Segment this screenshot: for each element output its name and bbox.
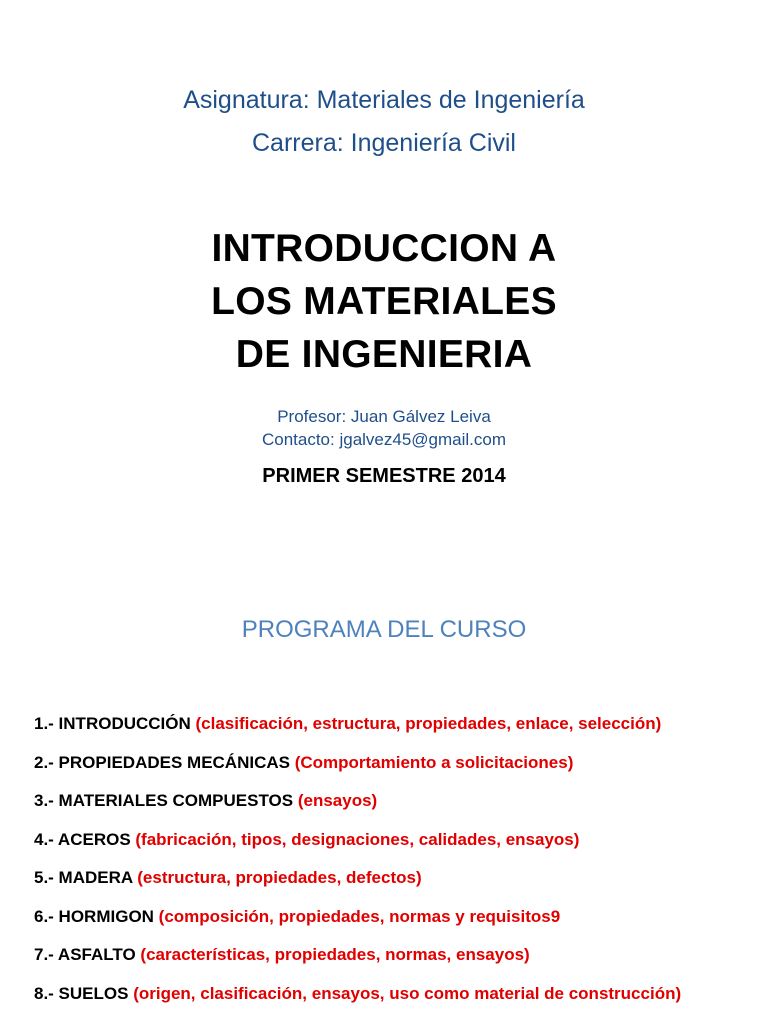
- semester-line: PRIMER SEMESTRE 2014: [262, 465, 506, 487]
- list-item: [34, 904, 764, 943]
- item-detail: (clasificación, estructura, propiedades, enlace, selección): [195, 714, 662, 733]
- professor-line: Profesor: Juan Gálvez Leiva: [277, 407, 491, 426]
- career-line: Carrera: Ingeniería Civil: [252, 129, 516, 157]
- item-topic: 4.- ACEROS: [34, 829, 136, 849]
- item-topic: 8.- SUELOS: [34, 983, 134, 1003]
- item-detail: (estructura, propiedades, defectos): [137, 868, 422, 887]
- title-line-1: INTRODUCCION A: [211, 227, 557, 270]
- list-item: [34, 711, 764, 750]
- list-item: [34, 865, 764, 904]
- item-topic: 1.- INTRODUCCIÓN: [34, 714, 196, 733]
- item-topic: 3.- MATERIALES COMPUESTOS: [34, 791, 298, 810]
- item-topic: 7.- ASFALTO: [34, 945, 141, 964]
- item-topic: 5.- MADERA: [34, 868, 138, 887]
- item-detail: (Comportamiento a solicitaciones): [294, 752, 574, 772]
- item-detail: (composición, propiedades, normas y requisitos9: [158, 906, 561, 926]
- subject-line: Asignatura: Materiales de Ingeniería: [183, 86, 585, 114]
- document-title: [0, 222, 768, 381]
- list-item: [34, 788, 764, 827]
- program-list: [34, 711, 764, 1019]
- list-item: [34, 942, 764, 981]
- item-topic: 6.- HORMIGON: [34, 906, 159, 926]
- item-detail: (fabricación, tipos, designaciones, calidades, ensayos): [135, 829, 580, 849]
- title-line-3: DE INGENIERIA: [235, 333, 533, 376]
- list-item: [34, 750, 764, 789]
- title-line-2: LOS MATERIALES: [211, 280, 557, 323]
- item-topic: 2.- PROPIEDADES MECÁNICAS: [34, 752, 295, 772]
- item-detail: (ensayos): [297, 791, 378, 810]
- list-item: [34, 827, 764, 866]
- item-detail: (características, propiedades, normas, ensayos): [140, 945, 530, 964]
- program-heading: PROGRAMA DEL CURSO: [241, 616, 527, 643]
- contact-line: Contacto: jgalvez45@gmail.com: [261, 430, 507, 449]
- item-detail: (origen, clasificación, ensayos, uso como material de construcción): [133, 983, 682, 1003]
- list-item: [34, 981, 764, 1020]
